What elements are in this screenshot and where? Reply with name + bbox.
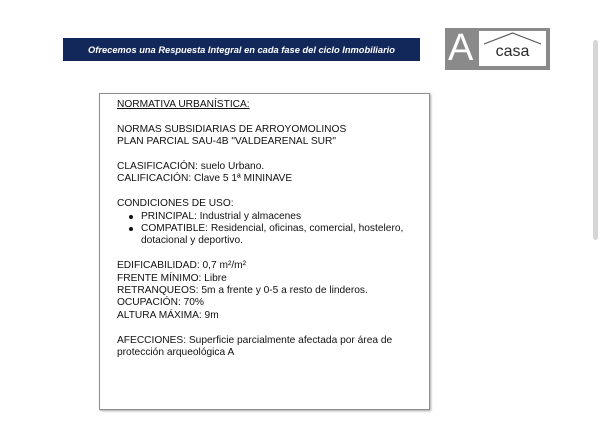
logo-word: casa [495, 43, 530, 60]
promo-banner [63, 38, 420, 61]
clasificacion-line: CLASIFICACIÓN: suelo Urbano. [117, 161, 265, 172]
logo-letter: A [448, 28, 474, 69]
retranqueos-line: RETRANQUEOS: 5m a frente y 0-5 a resto de linderos. [117, 285, 368, 297]
use-compatible: COMPATIBLE: Residencial, oficinas, comercial, hostelero, dotacional y deportivo. [129, 223, 427, 248]
acasa-logo[interactable] [445, 28, 550, 70]
norms-line-2: PLAN PARCIAL SAU-4B "VALDEARENAL SUR" [117, 136, 336, 148]
ocupacion-line: OCUPACIÓN: 70% [117, 297, 204, 309]
edificabilidad-line: EDIFICABILIDAD: 0,7 m²/m² [117, 260, 247, 272]
calificacion-line: CALIFICACIÓN: Clave 5 1ª MININAVE [117, 173, 293, 185]
afecciones-line: AFECCIONES: Superficie parcialmente afectada por área de protección arqueológica A [117, 334, 393, 359]
page-scrollbar[interactable] [592, 0, 598, 441]
urban-regulations-document [99, 93, 430, 410]
condiciones-title: CONDICIONES DE USO: [117, 198, 234, 210]
scrollbar-thumb[interactable] [593, 40, 598, 240]
document-title: NORMATIVA URBANÍSTICA: [117, 99, 250, 110]
banner-text: Ofrecemos una Respuesta Integral en cada fase del ciclo Inmobiliario [88, 44, 395, 55]
logo-house-box [479, 31, 546, 66]
norms-line-1: NORMAS SUBSIDIARIAS DE ARROYOMOLINOS [117, 123, 347, 135]
altura-line: ALTURA MÁXIMA: 9m [117, 309, 219, 321]
document-content [117, 99, 427, 359]
uses-list [117, 211, 427, 248]
frente-line: FRENTE MÍNIMO: Libre [117, 272, 227, 284]
use-principal: PRINCIPAL: Industrial y almacenes [129, 211, 427, 223]
